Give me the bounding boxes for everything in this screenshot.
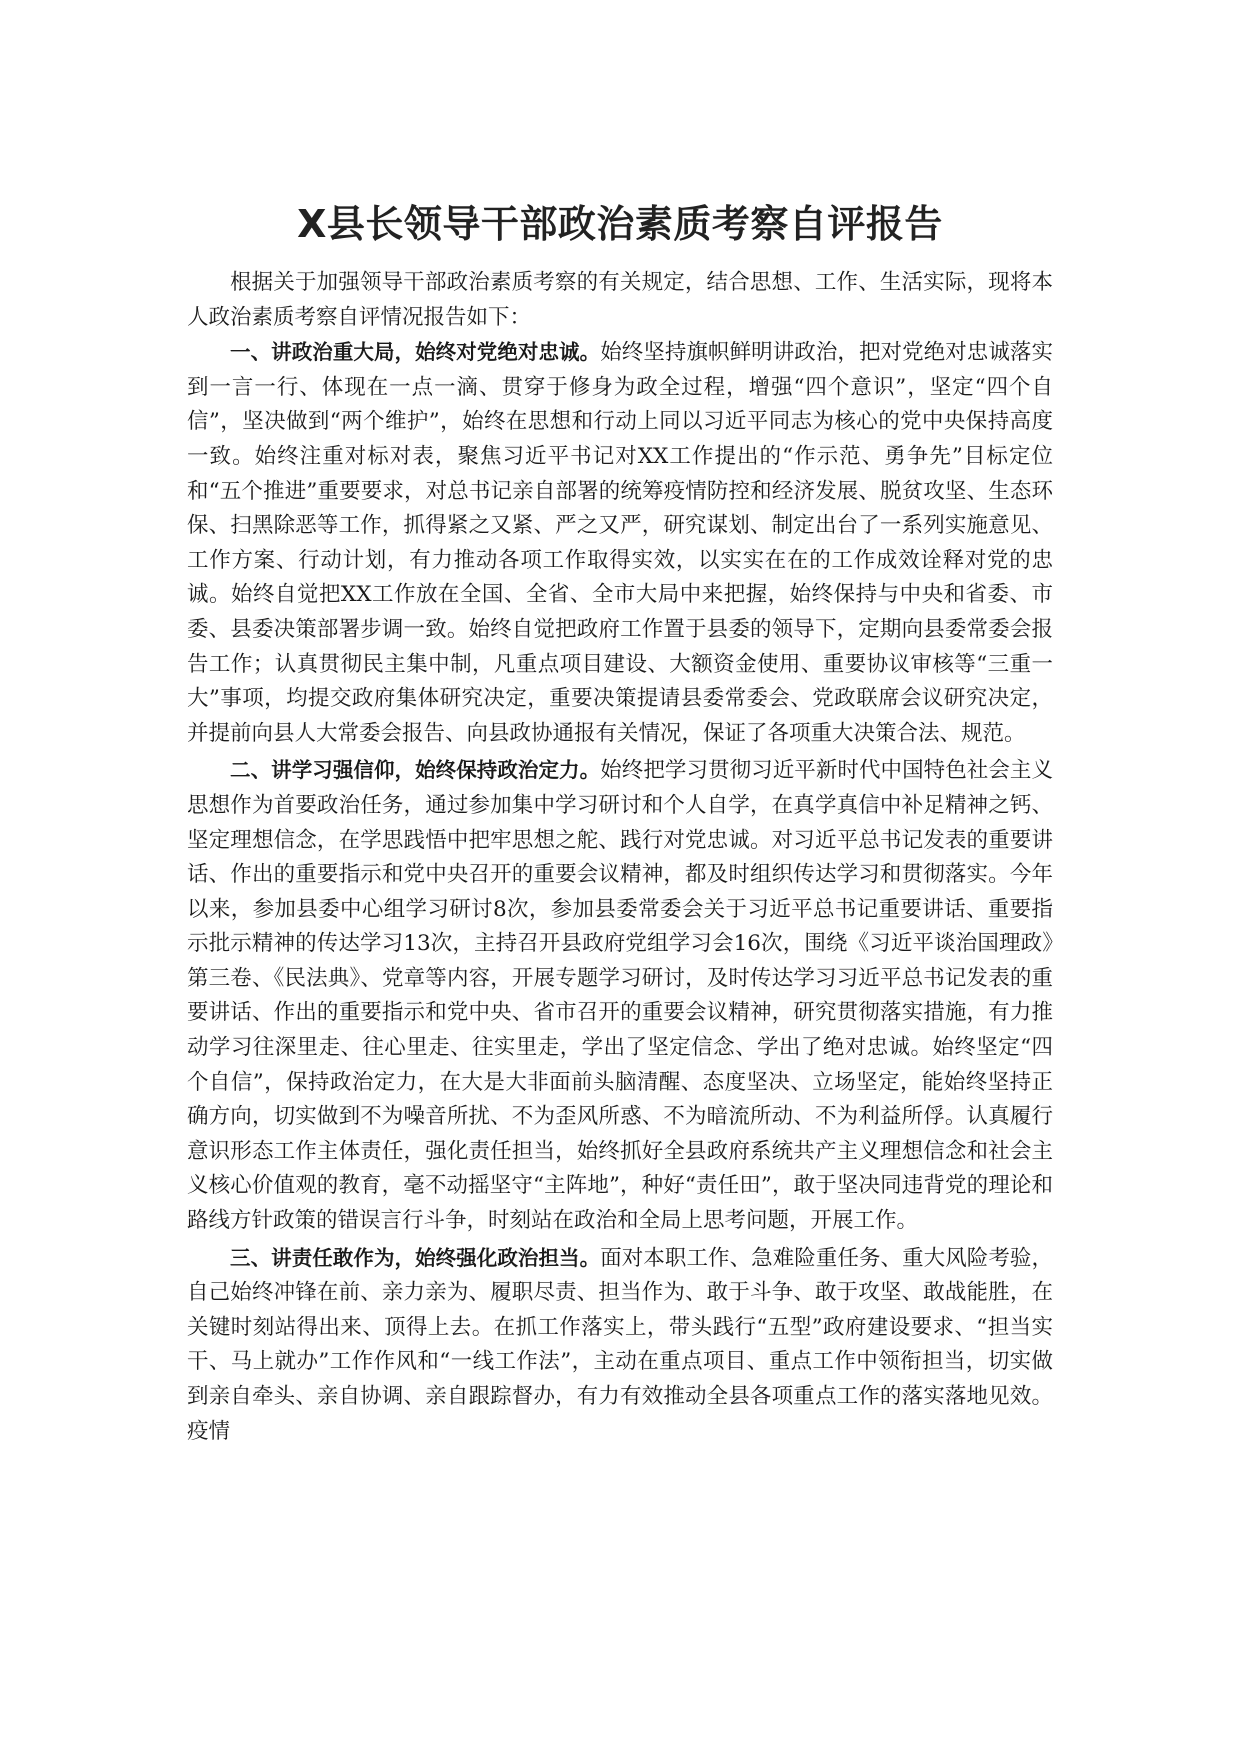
section-2-heading: 二、讲学习强信仰，始终保持政治定力。 bbox=[230, 758, 601, 783]
section-3-heading: 三、讲责任敢作为，始终强化政治担当。 bbox=[230, 1245, 601, 1270]
section-3-paragraph bbox=[187, 1241, 1053, 1450]
section-3-body: 面对本职工作、急难险重任务、重大风险考验，自己始终冲锋在前、亲力亲为、履职尽责、担当作为、敢于斗争、敢于攻坚、敢战能胜，在关键时刻站得出来、顶得上去。在抓工作落实上，带头践行“五型”政府建设要求、“担当实干、马上就办”工作作风和“一线工作法”，主动在重点项目、重点工作中领衔担当，切实做到亲自牵头、亲自协调、亲自跟踪督办，有力有效推动全县各项重点工作的落实落地见效。疫情 bbox=[187, 1245, 1053, 1444]
section-2-body: 始终把学习贯彻习近平新时代中国特色社会主义思想作为首要政治任务，通过参加集中学习研讨和个人自学，在真学真信中补足精神之钙、坚定理想信念，在学思践悟中把牢思想之舵、践行对党忠诚。对习近平总书记发表的重要讲话、作出的重要指示和党中央召开的重要会议精神，都及时组织传达学习和贯彻落实。今年以来，参加县委中心组学习研讨8次，参加县委常委会关于习近平总书记重要讲话、重要指示批示精神的传达学习13次，主持召开县政府党组学习会16次，围绕《习近平谈治国理政》第三卷、《民法典》、党章等内容，开展专题学习研讨，及时传达学习习近平总书记发表的重要讲话、作出的重要指示和党中央、省市召开的重要会议精神，研究贯彻落实措施，有力推动学习往深里走、往心里走、往实里走，学出了坚定信念、学出了绝对忠诚。始终坚定“四个自信”，保持政治定力，在大是大非面前头脑清醒、态度坚决、立场坚定，能始终坚持正确方向，切实做到不为噪音所扰、不为歪风所惑、不为暗流所动、不为利益所俘。认真履行意识形态工作主体责任，强化责任担当，始终抓好全县政府系统共产主义理想信念和社会主义核心价值观的教育，毫不动摇坚守“主阵地”，种好“责任田”，敢于坚决同违背党的理论和路线方针政策的错误言行斗争，时刻站在政治和全局上思考问题，开展工作。 bbox=[187, 758, 1053, 1234]
section-1-heading: 一、讲政治重大局，始终对党绝对忠诚。 bbox=[230, 340, 601, 365]
document-page bbox=[187, 200, 1053, 1449]
document-title: X县长领导干部政治素质考察自评报告 bbox=[297, 202, 943, 246]
section-1-paragraph bbox=[187, 335, 1053, 751]
intro-paragraph: 根据关于加强领导干部政治素质考察的有关规定，结合思想、工作、生活实际，现将本人政治素质考察自评情况报告如下： bbox=[187, 270, 1053, 330]
section-2-paragraph bbox=[187, 753, 1053, 1238]
section-1-body: 始终坚持旗帜鲜明讲政治，把对党绝对忠诚落实到一言一行、体现在一点一滴、贯穿于修身为政全过程，增强“四个意识”，坚定“四个自信”，坚决做到“两个维护”，始终在思想和行动上同以习近平同志为核心的党中央保持高度一致。始终注重对标对表，聚焦习近平书记对XX工作提出的“作示范、勇争先”目标定位和“五个推进”重要要求，对总书记亲自部署的统筹疫情防控和经济发展、脱贫攻坚、生态环保、扫黑除恶等工作，抓得紧之又紧、严之又严，研究谋划、制定出台了一系列实施意见、工作方案、行动计划，有力推动各项工作取得实效，以实实在在的工作成效诠释对党的忠诚。始终自觉把XX工作放在全国、全省、全市大局中来把握，始终保持与中央和省委、市委、县委决策部署步调一致。始终自觉把政府工作置于县委的领导下，定期向县委常委会报告工作；认真贯彻民主集中制，凡重点项目建设、大额资金使用、重要协议审核等“三重一大”事项，均提交政府集体研究决定，重要决策提请县委常委会、党政联席会议研究决定，并提前向县人大常委会报告、向县政协通报有关情况，保证了各项重大决策合法、规范。 bbox=[187, 340, 1053, 746]
